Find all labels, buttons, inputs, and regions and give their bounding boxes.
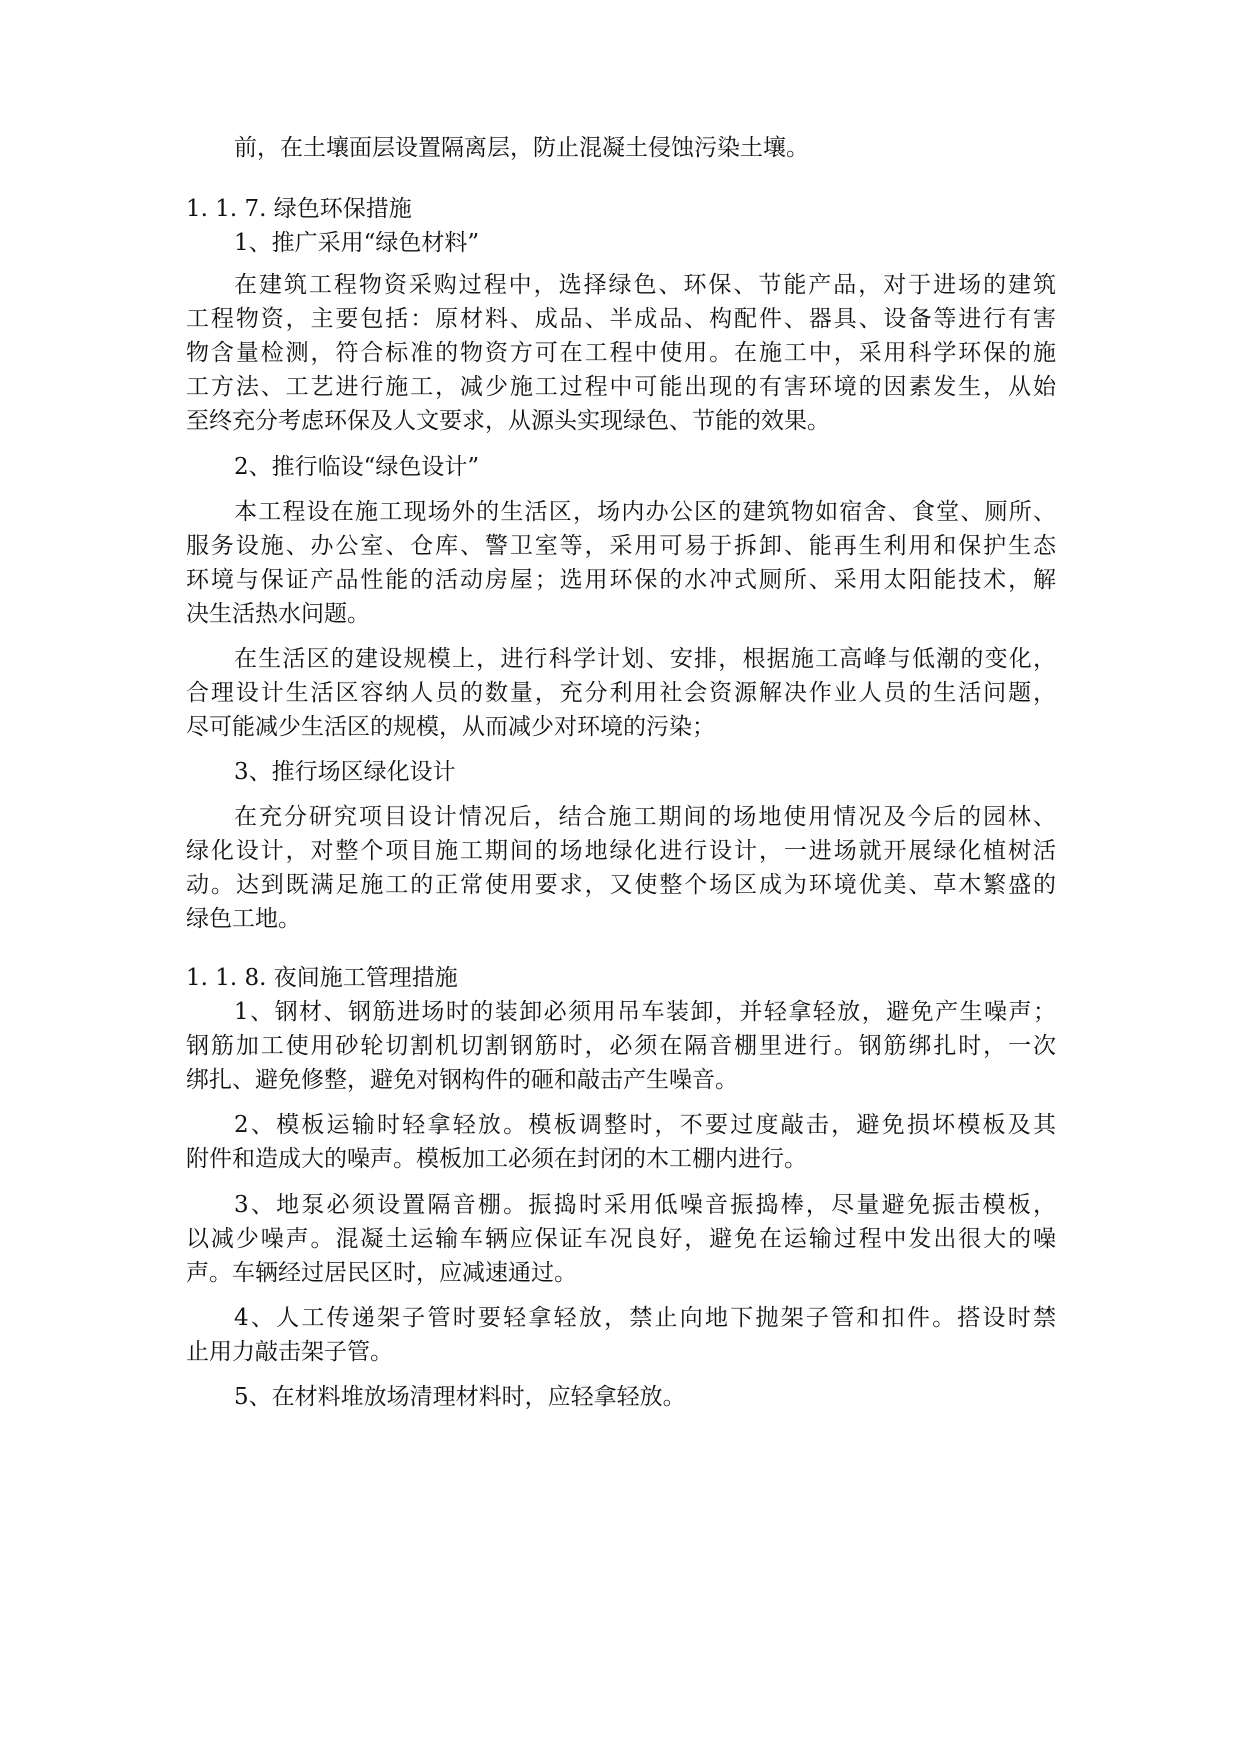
paragraph-line: 钢筋加工使用砂轮切割机切割钢筋时，必须在隔音棚里进行。钢筋绑扎时，一次 xyxy=(186,1033,1056,1059)
night-item-5: 5、在材料堆放场清理材料时，应轻拿轻放。 xyxy=(234,1384,686,1410)
paragraph-line: 合理设计生活区容纳人员的数量，充分利用社会资源解决作业人员的生活问题， xyxy=(186,680,1056,706)
paragraph-line: 1、钢材、钢筋进场时的装卸必须用吊车装卸，并轻拿轻放，避免产生噪声； xyxy=(234,999,1056,1025)
paragraph-line: 服务设施、办公室、仓库、警卫室等，采用可易于拆卸、能再生利用和保护生态 xyxy=(186,533,1056,559)
paragraph-line: 物含量检测，符合标准的物资方可在工程中使用。在施工中，采用科学环保的施 xyxy=(186,340,1056,366)
paragraph-line: 附件和造成大的噪声。模板加工必须在封闭的木工棚内进行。 xyxy=(186,1146,807,1172)
item-2-title: 2、推行临设“绿色设计” xyxy=(234,454,480,480)
paragraph-line: 至终充分考虑环保及人文要求，从源头实现绿色、节能的效果。 xyxy=(186,408,830,434)
paragraph-line: 绿化设计，对整个项目施工期间的场地绿化进行设计，一进场就开展绿化植树活 xyxy=(186,838,1056,864)
paragraph-line: 本工程设在施工现场外的生活区，场内办公区的建筑物如宿舍、食堂、厕所、 xyxy=(234,499,1056,525)
section-heading-1-1-8: 1. 1. 8. 夜间施工管理措施 xyxy=(186,965,458,991)
paragraph-line: 绿色工地。 xyxy=(186,906,301,932)
item-3-title: 3、推行场区绿化设计 xyxy=(234,759,456,785)
paragraph-line: 工方法、工艺进行施工，减少施工过程中可能出现的有害环境的因素发生，从始 xyxy=(186,374,1056,400)
paragraph-line: 2、模板运输时轻拿轻放。模板调整时，不要过度敲击，避免损坏模板及其 xyxy=(234,1112,1056,1138)
paragraph-line: 以减少噪声。混凝土运输车辆应保证车况良好，避免在运输过程中发出很大的噪 xyxy=(186,1226,1056,1252)
paragraph-line: 在生活区的建设规模上，进行科学计划、安排，根据施工高峰与低潮的变化， xyxy=(234,646,1056,672)
paragraph-line: 在建筑工程物资采购过程中，选择绿色、环保、节能产品，对于进场的建筑 xyxy=(234,272,1056,298)
section-heading-1-1-7: 1. 1. 7. 绿色环保措施 xyxy=(186,196,412,222)
intro-line: 前，在土壤面层设置隔离层，防止混凝土侵蚀污染土壤。 xyxy=(234,135,809,161)
paragraph-line: 在充分研究项目设计情况后，结合施工期间的场地使用情况及今后的园林、 xyxy=(234,804,1056,830)
paragraph-line: 动。达到既满足施工的正常使用要求，又使整个场区成为环境优美、草木繁盛的 xyxy=(186,872,1056,898)
paragraph-line: 3、地泵必须设置隔音棚。振捣时采用低噪音振捣棒，尽量避免振击模板， xyxy=(234,1192,1056,1218)
paragraph-line: 决生活热水问题。 xyxy=(186,601,370,627)
paragraph-line: 环境与保证产品性能的活动房屋；选用环保的水冲式厕所、采用太阳能技术，解 xyxy=(186,567,1056,593)
paragraph-line: 工程物资，主要包括：原材料、成品、半成品、构配件、器具、设备等进行有害 xyxy=(186,306,1056,332)
paragraph-line: 4、人工传递架子管时要轻拿轻放，禁止向地下抛架子管和扣件。搭设时禁 xyxy=(234,1305,1056,1331)
paragraph-line: 止用力敲击架子管。 xyxy=(186,1339,393,1365)
paragraph-line: 尽可能减少生活区的规模，从而减少对环境的污染； xyxy=(186,714,715,740)
paragraph-line: 绑扎、避免修整，避免对钢构件的砸和敲击产生噪音。 xyxy=(186,1067,738,1093)
item-1-title: 1、推广采用“绿色材料” xyxy=(234,230,480,256)
paragraph-line: 声。车辆经过居民区时，应减速通过。 xyxy=(186,1260,577,1286)
